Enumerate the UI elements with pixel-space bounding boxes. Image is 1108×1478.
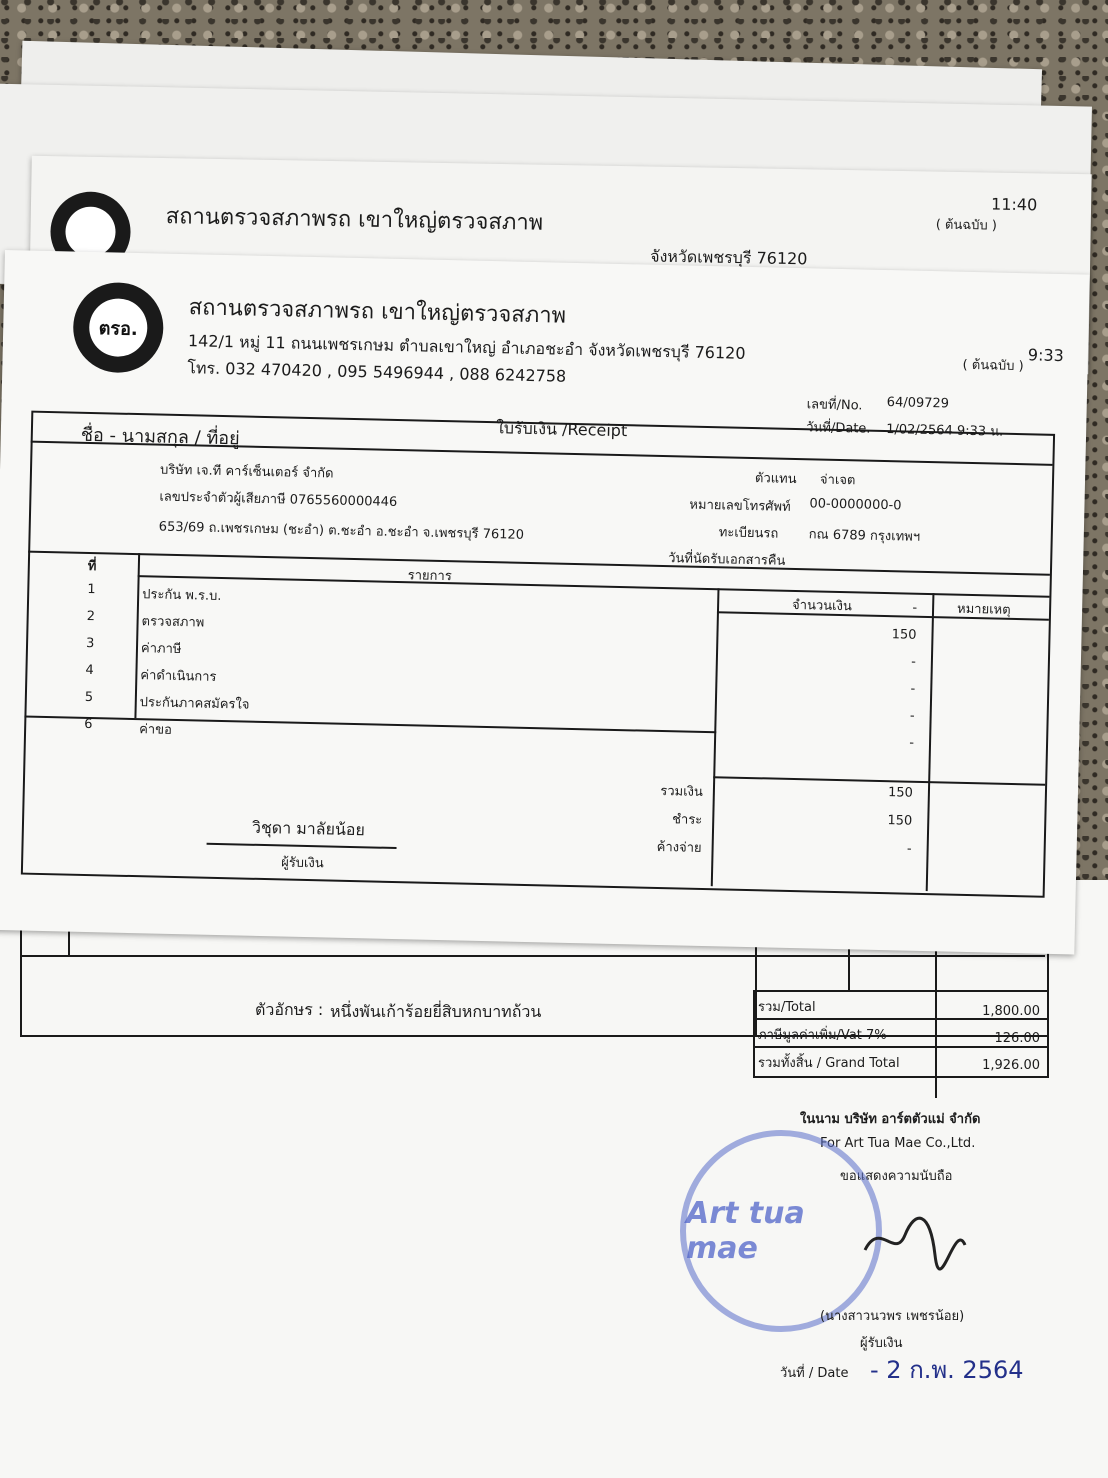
handwritten-date: - 2 ก.พ. 2564: [870, 1356, 1024, 1384]
mid-address: จังหวัดเพชรบุรี 76120: [650, 246, 808, 269]
customer-header: ชื่อ - นามสกุล / ที่อยู่: [80, 424, 240, 450]
grand-label: รวมทั้งสิ้น / Grand Total: [758, 1056, 900, 1071]
receiver-label: ผู้รับเงิน: [280, 855, 324, 872]
date-value: 1/02/2564 9:33 น.: [885, 422, 1004, 440]
signature: [860, 1200, 970, 1280]
signer-name: (นางสาวนวพร เพชรน้อย): [820, 1309, 965, 1324]
table-row: 2 ตรวจสภาพ 150: [86, 608, 917, 643]
words-label: ตัวอักษร :: [255, 1000, 324, 1019]
mid-time: 11:40: [990, 194, 1038, 215]
grand-value: 1,926.00: [982, 1058, 1040, 1073]
table-row: 3 ค่าภาษี -: [85, 635, 917, 670]
receipt-title: สถานตรวจสภาพรถ เขาใหญ่ตรวจสภาพ: [188, 295, 567, 329]
words-value: หนึ่งพันเก้าร้อยยี่สิบหกบาทถ้วน: [330, 1002, 542, 1021]
table-row: 5 ประกันภาคสมัครใจ -: [84, 689, 915, 724]
no-label: เลขที่/No.: [806, 397, 863, 414]
total-value: 1,800.00: [982, 1004, 1040, 1019]
company-stamp: Art tua mae: [680, 1130, 882, 1332]
date-label: วันที่ / Date: [780, 1366, 849, 1381]
phone-label: หมายเลขโทรศัพท์: [689, 497, 791, 515]
customer-name: บริษัท เจ.ที คาร์เซ็นเตอร์ จำกัด: [159, 462, 334, 482]
col-no-header: ที่: [87, 558, 97, 575]
tax-id: เลขประจำตัวผู้เสียภาษี 0765560000446: [159, 489, 398, 510]
col-item-header: รายการ: [407, 568, 452, 585]
thanks-text: ขอแสดงความนับถือ: [840, 1169, 953, 1184]
plate-label: ทะเบียนรถ: [718, 525, 779, 542]
owed-value: -: [906, 841, 912, 857]
receiver-name: วิชุดา มาลัยน้อย: [251, 817, 366, 840]
signer-role: ผู้รับเงิน: [860, 1336, 903, 1351]
total-value: 150: [887, 785, 914, 801]
col-note-header: หมายเหตุ: [956, 601, 1011, 618]
owed-label: ค้างจ่าย: [656, 839, 702, 856]
invoice-sheet: [0, 880, 1108, 1478]
table-row: 6 ค่าขอ -: [84, 716, 915, 751]
company-en: For Art Tua Mae Co.,Ltd.: [820, 1136, 976, 1151]
vat-value: 126.00: [994, 1031, 1040, 1046]
doc-title: ใบรับเงิน /Receipt: [495, 418, 628, 441]
paid-value: 150: [887, 813, 913, 829]
item-list: [74, 582, 937, 763]
vat-label: ภาษีมูลค่าเพิ่ม/Vat 7%: [758, 1028, 887, 1043]
agent-value: จ่าเจต: [819, 472, 856, 489]
date-label: วันที่/Date.: [806, 420, 871, 437]
logo-gear-icon: ตรอ.: [72, 282, 164, 374]
receipt-address: 142/1 หมู่ 11 ถนนเพชรเกษม ตำบลเขาใหญ่ อำเภอชะอำ จังหวัดเพชรบุรี 76120: [187, 331, 746, 363]
col-amount-header: จำนวนเงิน: [791, 597, 852, 615]
receipt-time: 9:33: [1027, 345, 1065, 366]
total-label: รวม/Total: [758, 1000, 816, 1015]
paid-label: ชำระ: [671, 812, 703, 828]
mid-copy-label: ( ต้นฉบับ ): [935, 217, 997, 234]
customer-address: 653/69 ถ.เพชรเกษม (ชะอำ) ต.ชะอำ อ.ชะอำ จ.เพชรบุรี 76120: [158, 519, 525, 543]
return-date-label: วันที่นัดรับเอกสารคืน: [667, 551, 786, 569]
company-th: ในนาม บริษัท อาร์ตตัวแม่ จำกัด: [800, 1112, 981, 1127]
mid-title: สถานตรวจสภาพรถ เขาใหญ่ตรวจสภาพ: [165, 204, 544, 236]
plate-value: กณ 6789 กรุงเทพฯ: [808, 527, 921, 545]
phone-value: 00-0000000-0: [809, 496, 902, 514]
table-row: 4 ค่าดำเนินการ -: [85, 662, 916, 697]
receipt-phone: โทร. 032 470420 , 095 5496944 , 088 6242758: [187, 358, 567, 386]
top-receipt: [0, 250, 1090, 954]
agent-label: ตัวแทน: [754, 471, 797, 488]
total-label: รวมเงิน: [660, 784, 704, 800]
table-row: 1 ประกัน พ.ร.บ. -: [87, 581, 918, 616]
no-value: 64/09729: [886, 395, 950, 412]
copy-label: ( ต้นฉบับ ): [962, 357, 1024, 375]
